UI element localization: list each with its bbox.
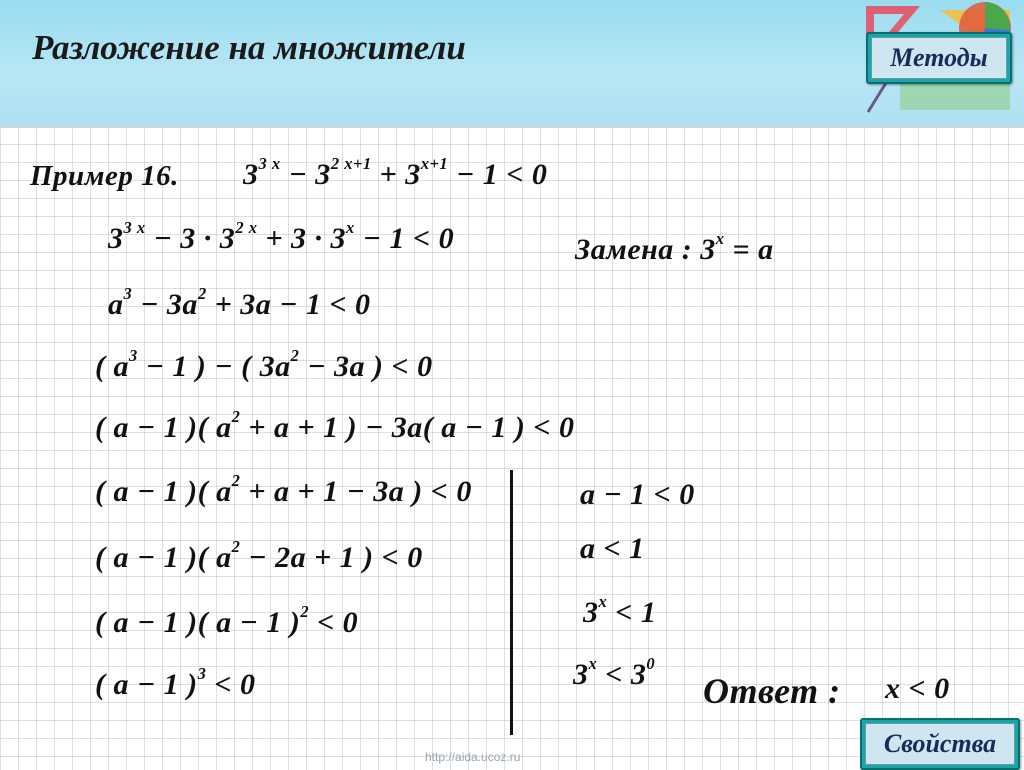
answer-value: x < 0	[885, 672, 950, 705]
right-step-1: a − 1 < 0	[580, 478, 695, 511]
header-bar	[0, 0, 1024, 128]
equation-step-8: ( a − 1 )( a − 1 )$^2$ < 0	[95, 602, 359, 639]
equation-step-6: ( a − 1 )( $a^2 + a + 1 - 3a$ ) < 0	[95, 471, 472, 508]
equation-step-3: $a^3 - 3a^2 + 3a - 1 < 0$	[108, 284, 371, 321]
example-label: Пример 16.	[30, 160, 179, 192]
properties-button-label: Свойства	[865, 723, 1015, 765]
footer-url: http://aida.ucoz.ru	[425, 750, 521, 764]
equation-step-5: ( a − 1 )( $a^2 + a + 1$ ) − 3a( a − 1 ) < 0	[95, 407, 575, 444]
page-title: Разложение на множители	[32, 28, 466, 67]
equation-step-4: ( $a^3 - 1$ ) − ( $3a^2 - 3a$ ) < 0	[95, 346, 433, 383]
substitution-note: Замена : $3^x = a$	[575, 229, 774, 266]
equation-step-1: $3^{3 x} - 3^{2 x+1} + 3^{x+1} - 1 < 0$	[243, 154, 548, 191]
methods-button[interactable]	[866, 32, 1012, 84]
right-step-3: $3^x < 1$	[583, 592, 657, 629]
properties-button[interactable]	[860, 718, 1020, 770]
right-step-2: a < 1	[580, 532, 645, 565]
right-step-4: $3^x < 3^0$	[573, 654, 656, 691]
methods-button-label: Методы	[871, 37, 1007, 79]
divider-line	[510, 470, 513, 735]
equation-step-7: ( a − 1 )( $a^2 - 2a + 1$ ) < 0	[95, 537, 423, 574]
answer-label: Ответ :	[703, 671, 841, 711]
equation-step-2: $3^{3 x} - 3 \cdot 3^{2 x} + 3 \cdot 3^x - 1 < 0$	[108, 218, 455, 255]
equation-step-9: ( a − 1 )$^3$ < 0	[95, 664, 256, 701]
